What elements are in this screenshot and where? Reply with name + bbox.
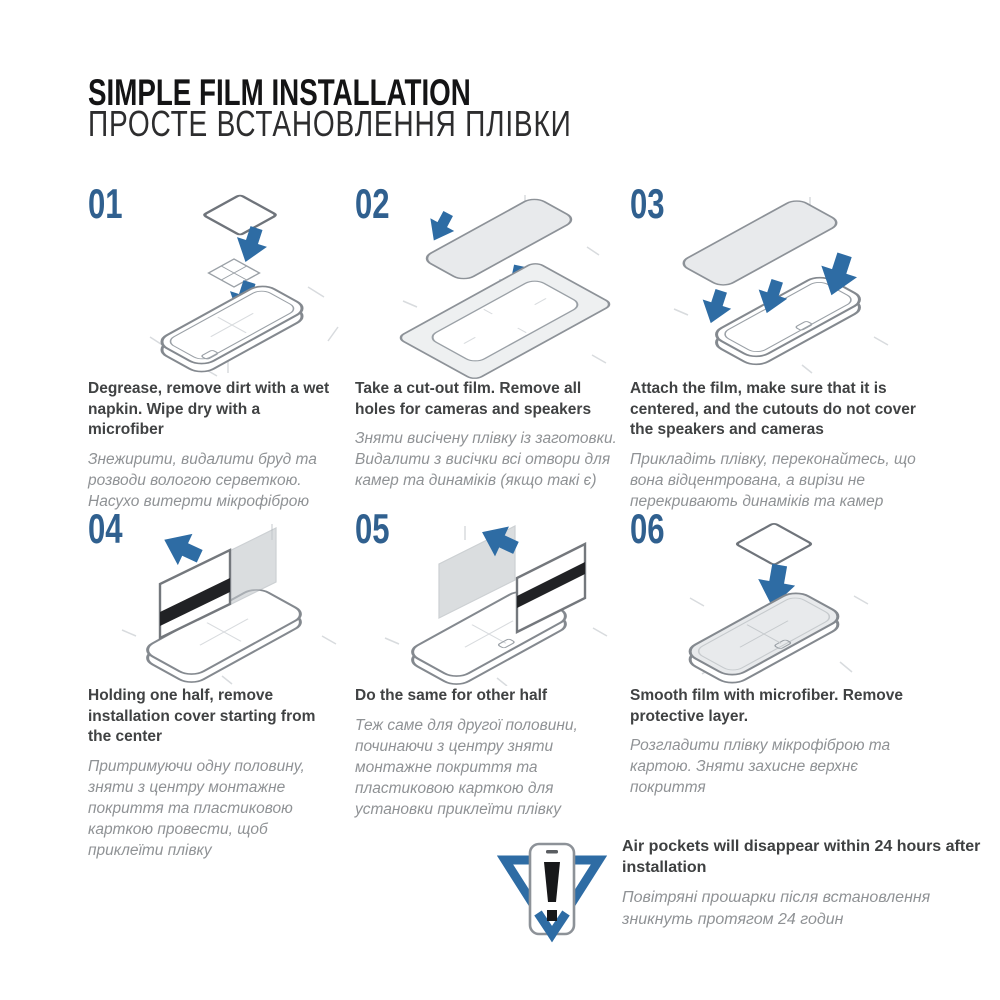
note-text-uk: Повітряні прошарки після встановлення зникнуть протягом 24 годин: [622, 889, 931, 928]
step-02: [355, 180, 619, 491]
cutout-sheet-icon: [397, 261, 613, 379]
step-03-number: 03: [630, 180, 665, 227]
title-ukrainian: ПРОСТЕ ВСТАНОВЛЕННЯ ПЛІВКИ: [88, 103, 572, 144]
step-01-number: 01: [88, 180, 123, 227]
step-03: [630, 180, 922, 512]
step-05-number: 05: [355, 505, 390, 552]
phone-icon: [710, 274, 867, 368]
step-02-number: 02: [355, 180, 390, 227]
step-04-text-uk: Притримуючи одну половину, зняти з центру монтажне покриття та пластиковою карткою провести, щоб приклеїти плівку: [88, 757, 305, 860]
step-03-text-en: Attach the film, make sure that it is centered, and the cutouts do not cover the speakers and cameras: [630, 380, 916, 439]
page-title: [88, 74, 708, 142]
phone-icon: [683, 589, 846, 686]
step-06-text-en: Smooth film with microfiber. Remove protective layer.: [630, 687, 904, 725]
step-01-text-en: Degrease, remove dirt with a wet napkin. Wipe dry with a microfiber: [88, 380, 330, 439]
step-01: [88, 180, 336, 512]
step-02-text-uk: Зняти висічену плівку із заготовки. Видалити з висічки всі отвори для камер та динаміків (якщо такі є): [355, 430, 617, 490]
step-02-text-en: Take a cut-out film. Remove all holes for cameras and speakers: [355, 380, 592, 418]
step-06: [630, 505, 922, 798]
step-01-text-uk: Знежирити, видалити бруд та розводи вологою серветкою. Насухо витерти мікрофіброю: [88, 450, 317, 510]
step-05-text-en: Do the same for other half: [355, 687, 548, 704]
step-05: [355, 505, 631, 820]
arrow-down-icon: [696, 286, 735, 328]
step-06-text-uk: Розгладити плівку мікрофіброю та картою. Зняти захисне верхнє покриття: [630, 737, 891, 797]
air-pockets-note: [497, 828, 981, 968]
step-06-number: 06: [630, 505, 665, 552]
step-05-text-uk: Теж саме для другої половини, починаючи з центру зняти монтажне покриття та пластиковою карткою для установки приклеїти плівку: [355, 716, 578, 818]
step-04: [88, 505, 340, 861]
note-text-en: Air pockets will disappear within 24 hours after installation: [622, 838, 981, 877]
title-english: SIMPLE FILM INSTALLATION: [88, 72, 471, 113]
warning-icon: [497, 834, 607, 946]
step-04-text-en: Holding one half, remove installation cover starting from the center: [88, 687, 316, 746]
step-03-text-uk: Прикладіть плівку, переконайтесь, що вона відцентрована, а вирізи не перекривають динаміків та камер: [630, 450, 916, 510]
step-04-number: 04: [88, 505, 123, 552]
